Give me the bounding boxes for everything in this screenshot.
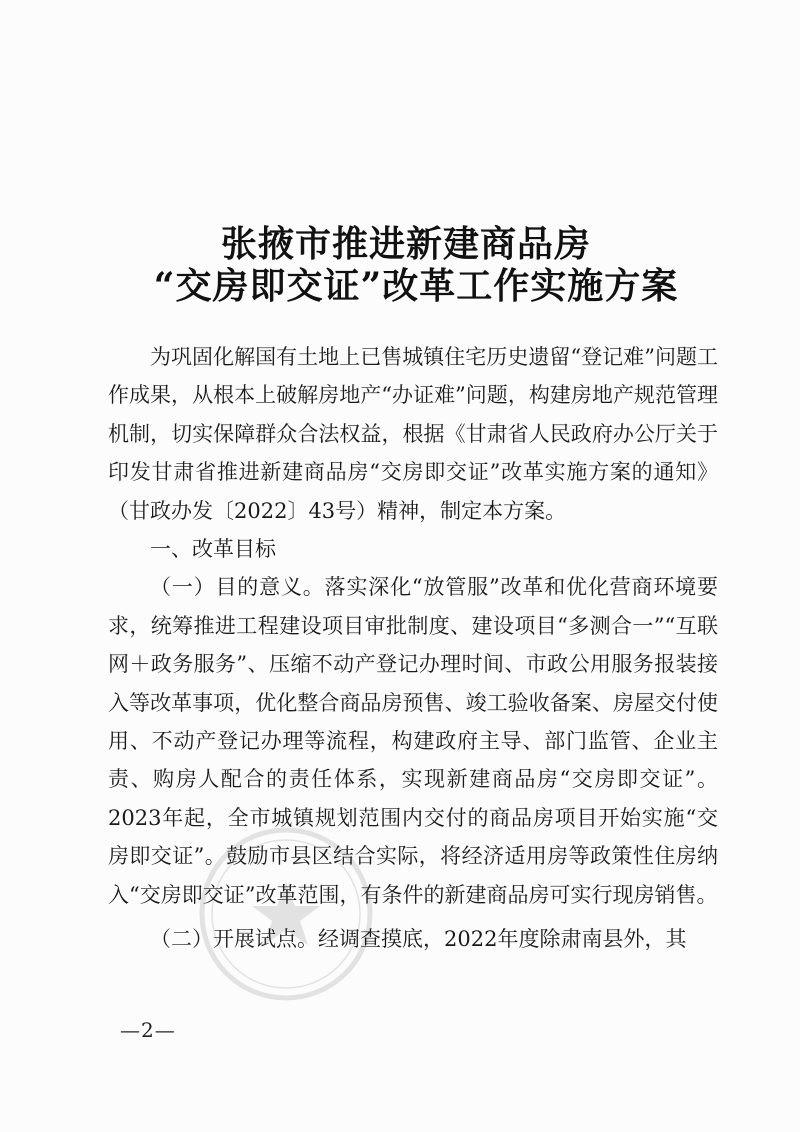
paragraph-pilot-lead: （二）开展试点。 <box>150 927 318 952</box>
paragraph-pilot <box>108 920 718 958</box>
page-number: —2— <box>120 1018 176 1042</box>
paragraph-pilot-text: 经调查摸底，2022年度除肃南县外，其 <box>318 927 687 952</box>
intro-paragraph: 为巩固化解国有土地上已售城镇住宅历史遗留“登记难”问题工作成果，从根本上破解房地产“办证难”问题，构建房地产规范管理机制，切实保障群众合法权益，根据《甘肃省人民政府办公厅关于印发甘肃省推进新建商品房“交房即交证”改革实施方案的通知》（甘政办发〔2022〕43号）精神，制定本方案。 <box>108 345 718 523</box>
paragraph-purpose-text: 落实深化“放管服”改革和优化营商环境要求，统筹推进工程建设项目审批制度、建设项目“多测合一”“互联网＋政务服务”、压缩不动产登记办理时间、市政公用服务报装接入等改革事项，优化整合商品房预售、竣工验收备案、房屋交付使用、不动产登记办理等流程，构建政府主导、部门监管、企业主责、购房人配合的责任体系，实现新建商品房“交房即交证”。2023年起，全市城镇规划范围内交付的商品房项目开始实施“交房即交证”。鼓励市县区结合实际，将经济适用房等政策性住房纳入“交房即交证”改革范围，有条件的新建商品房可实行现房销售。 <box>108 575 718 907</box>
paragraph-purpose <box>108 568 718 914</box>
document-title-line-2: “交房即交证”改革工作实施方案 <box>153 265 679 307</box>
paragraph-purpose-lead: （一）目的意义。 <box>150 575 325 600</box>
document-body <box>108 338 718 959</box>
document-title-line-1: 张掖市推进新建商品房 <box>220 223 591 265</box>
section-heading-reform-goals: 一、改革目标 <box>150 537 276 562</box>
